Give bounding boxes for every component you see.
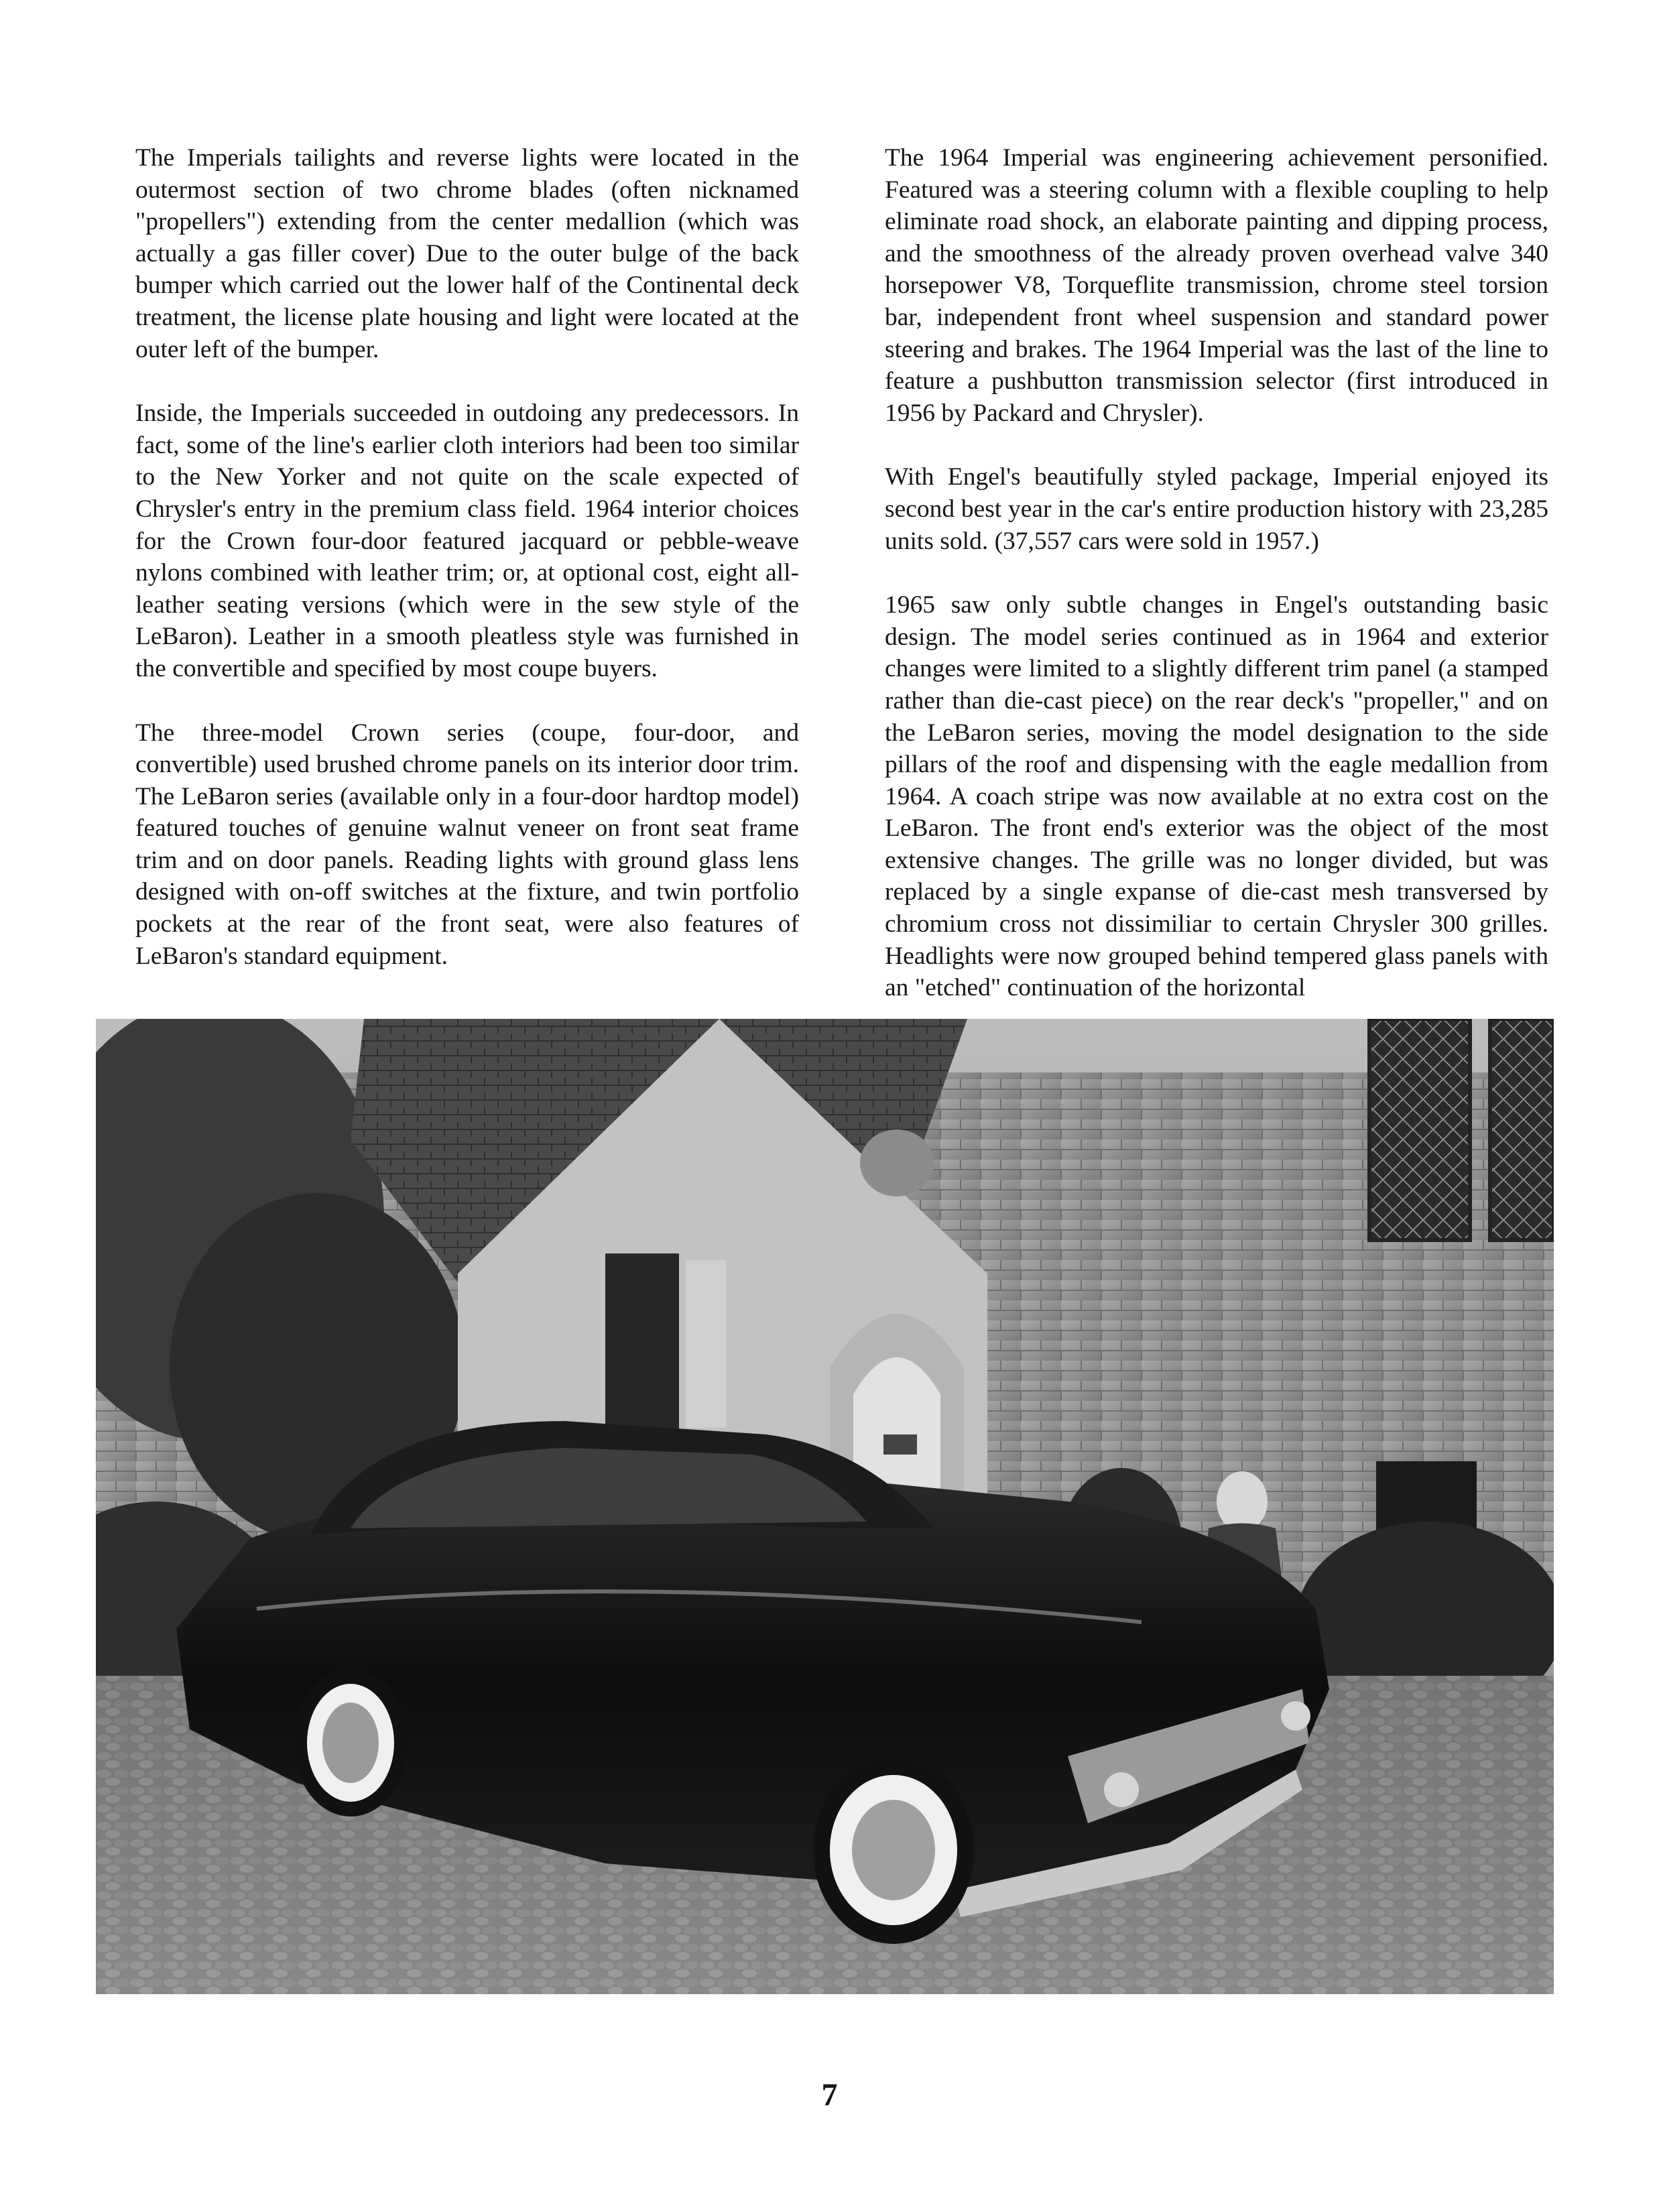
left-column	[135, 142, 799, 972]
page-number: 7	[821, 2077, 838, 2113]
paragraph-sales: With Engel's beautifully styled package, Imperial enjoyed its second best year in the car's entire production history with 23,285 units sold. (37,557 cars were sold in 1957.)	[885, 463, 1548, 555]
paragraph-engineering: The 1964 Imperial was engineering achievement personified. Featured was a steering column with a flexible coupling to help eliminate road shock, an elaborate painting and dipping process, and the smoothness of the already proven overhead valve 340 horsepower V8, Torqueflite transmission, chrome steel torsion bar, independent front wheel suspension and standard power steering and brakes. The 1964 Imperial was the last of the line to feature a pushbutton transmission selector (first introduced in 1956 by Packard and Chrysler).	[885, 144, 1548, 427]
car-photo	[96, 1019, 1554, 1994]
paragraph-1965-changes: 1965 saw only subtle changes in Engel's outstanding basic design. The model series continued as in 1964 and exterior changes were limited to a slightly different trim panel (a stamped rather than die-cast piece) on the rear deck's "propeller," and on the LeBaron series, moving the model designation to the side pillars of the roof and dispensing with the eagle medallion from 1964. A coach stripe was now available at no extra cost on the LeBaron. The front end's exterior was the object of the most extensive changes. The grille was no longer divided, but was replaced by a single expanse of die-cast mesh transversed by chromium cross not dissimiliar to certain Chrysler 300 grilles. Headlights were now grouped behind tempered glass panels with an "etched" continuation of the horizontal	[885, 591, 1548, 1002]
car-photo-illustration	[96, 1019, 1554, 1994]
paragraph-interior: Inside, the Imperials succeeded in outdoing any predecessors. In fact, some of the line's earlier cloth interiors had been too similar to the New Yorker and not quite on the scale expected of Chrysler's entry in the premium class field. 1964 interior choices for the Crown four-door featured jacquard or pebble-weave nylons combined with leather trim; or, at optional cost, eight all-leather seating versions (which were in the sew style of the LeBaron). Leather in a smooth pleatless style was furnished in the convertible and specified by most coupe buyers.	[135, 400, 799, 682]
paragraph-tailights: The Imperials tailights and reverse lights were located in the outermost section of two chrome blades (often nicknamed "propellers") extending from the center medallion (which was actually a gas filler cover) Due to the outer bulge of the back bumper which carried out the lower half of the Continental deck treatment, the license plate housing and light were located at the outer left of the bumper.	[135, 144, 799, 363]
right-column	[885, 142, 1548, 1004]
paragraph-crown-series: The three-model Crown series (coupe, four-door, and convertible) used brushed chrome panels on its interior door trim. The LeBaron series (available only in a four-door hardtop model) featured touches of genuine walnut veneer on front seat frame trim and on door panels. Reading lights with ground glass lens designed with on-off switches at the fixture, and twin portfolio pockets at the rear of the front seat, were also features of LeBaron's standard equipment.	[135, 719, 799, 970]
